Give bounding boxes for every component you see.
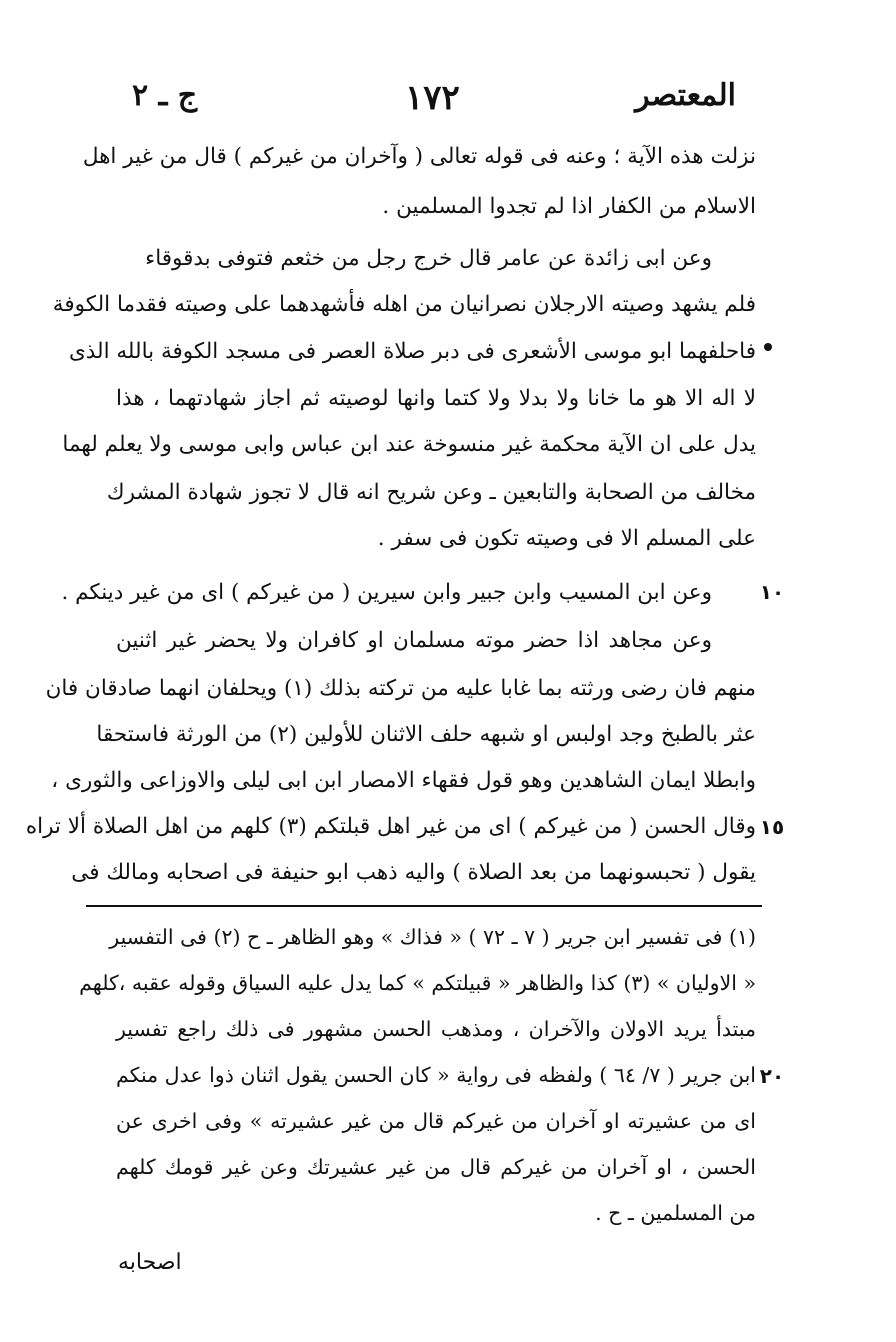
body-line: وعن ابن المسيب وابن جبير وابن سيرين ( من غيركم ) اى من غير دينكم . bbox=[61, 580, 712, 605]
running-title: المعتصر bbox=[635, 78, 736, 113]
footnote-line: (١) فى تفسير ابن جرير ( ٧ ـ ٧٢ ) « فذاك » وهو الظاهر ـ ح (٢) فى التفسير bbox=[109, 925, 756, 949]
footnote-line: مبتدأ يريد الاولان والآخران ، ومذهب الحسن مشهور فى ذلك راجع تفسير bbox=[116, 1017, 756, 1041]
margin-dot bbox=[764, 343, 772, 351]
line-number: ١٥ bbox=[759, 815, 785, 839]
body-line: يدل على ان الآية محكمة غير منسوخة عند ابن عباس وابى موسى ولا يعلم لهما bbox=[62, 432, 756, 457]
line-number: ٢٠ bbox=[759, 1064, 785, 1088]
body-line: الاسلام من الكفار اذا لم تجدوا المسلمين . bbox=[382, 194, 756, 219]
page-number: ١٧٢ bbox=[405, 78, 460, 118]
body-line: منهم فان رضى ورثته بما غابا عليه من تركته بذلك (١) ويحلفان انهما صادقان فان bbox=[45, 676, 756, 701]
body-line: وقال الحسن ( من غيركم ) اى من غير اهل قبلتكم (٣) كلهم من اهل الصلاة ألا تراه bbox=[25, 814, 756, 839]
body-line: وعن ابى زائدة عن عامر قال خرج رجل من خثعم فتوفى بدقوقاء bbox=[145, 246, 712, 271]
body-line: وابطلا ايمان الشاهدين وهو قول فقهاء الامصار ابن ابى ليلى والاوزاعى والثورى ، bbox=[51, 768, 756, 793]
footnote-line: ابن جرير ( ٧/ ٦٤ ) ولفظه فى رواية « كان الحسن يقول اثنان ذوا عدل منكم bbox=[116, 1063, 756, 1087]
body-line: مخالف من الصحابة والتابعين ـ وعن شريح انه قال لا تجوز شهادة المشرك bbox=[106, 480, 756, 505]
volume-label: ج ـ ٢ bbox=[132, 78, 198, 113]
footnote-line: من المسلمين ـ ح . bbox=[595, 1201, 756, 1225]
body-line: فاحلفهما ابو موسى الأشعرى فى دبر صلاة العصر فى مسجد الكوفة بالله الذى bbox=[68, 339, 756, 364]
footnote-separator bbox=[86, 905, 762, 907]
body-line: على المسلم الا فى وصيته تكون فى سفر . bbox=[377, 526, 756, 551]
catchword: اصحابه bbox=[118, 1250, 182, 1275]
body-line: فلم يشهد وصيته الارجلان نصرانيان من اهله فأشهدهما على وصيته فقدما الكوفة bbox=[52, 292, 756, 317]
body-line: نزلت هذه الآية ؛ وعنه فى قوله تعالى ( وآخران من غيركم ) قال من غير اهل bbox=[82, 144, 756, 169]
body-line: وعن مجاهد اذا حضر موته مسلمان او كافران ولا يحضر غير اثنين bbox=[116, 628, 712, 653]
body-line: لا اله الا هو ما خانا ولا بدلا ولا كتما وانها لوصيته ثم اجاز شهادتهما ، هذا bbox=[116, 386, 756, 411]
footnote-line: « الاوليان » (٣) كذا والظاهر « قبيلتكم » كما يدل عليه السياق وقوله عقبه ،كلهم bbox=[79, 971, 756, 995]
footnote-line: اى من عشيرته او آخران من غيركم قال من غير عشيرته » وفى اخرى عن bbox=[116, 1109, 756, 1133]
footnote-line: الحسن ، او آخران من غيركم قال من غير عشيرتك وعن غير قومك كلهم bbox=[116, 1155, 756, 1179]
line-number: ١٠ bbox=[759, 580, 785, 604]
body-line: عثر بالطبخ وجد اولبس او شبهه حلف الاثنان للأولين (٢) من الورثة فاستحقا bbox=[96, 722, 756, 747]
body-line: يقول ( تحبسونهما من بعد الصلاة ) واليه ذهب ابو حنيفة فى اصحابه ومالك فى bbox=[71, 860, 756, 885]
